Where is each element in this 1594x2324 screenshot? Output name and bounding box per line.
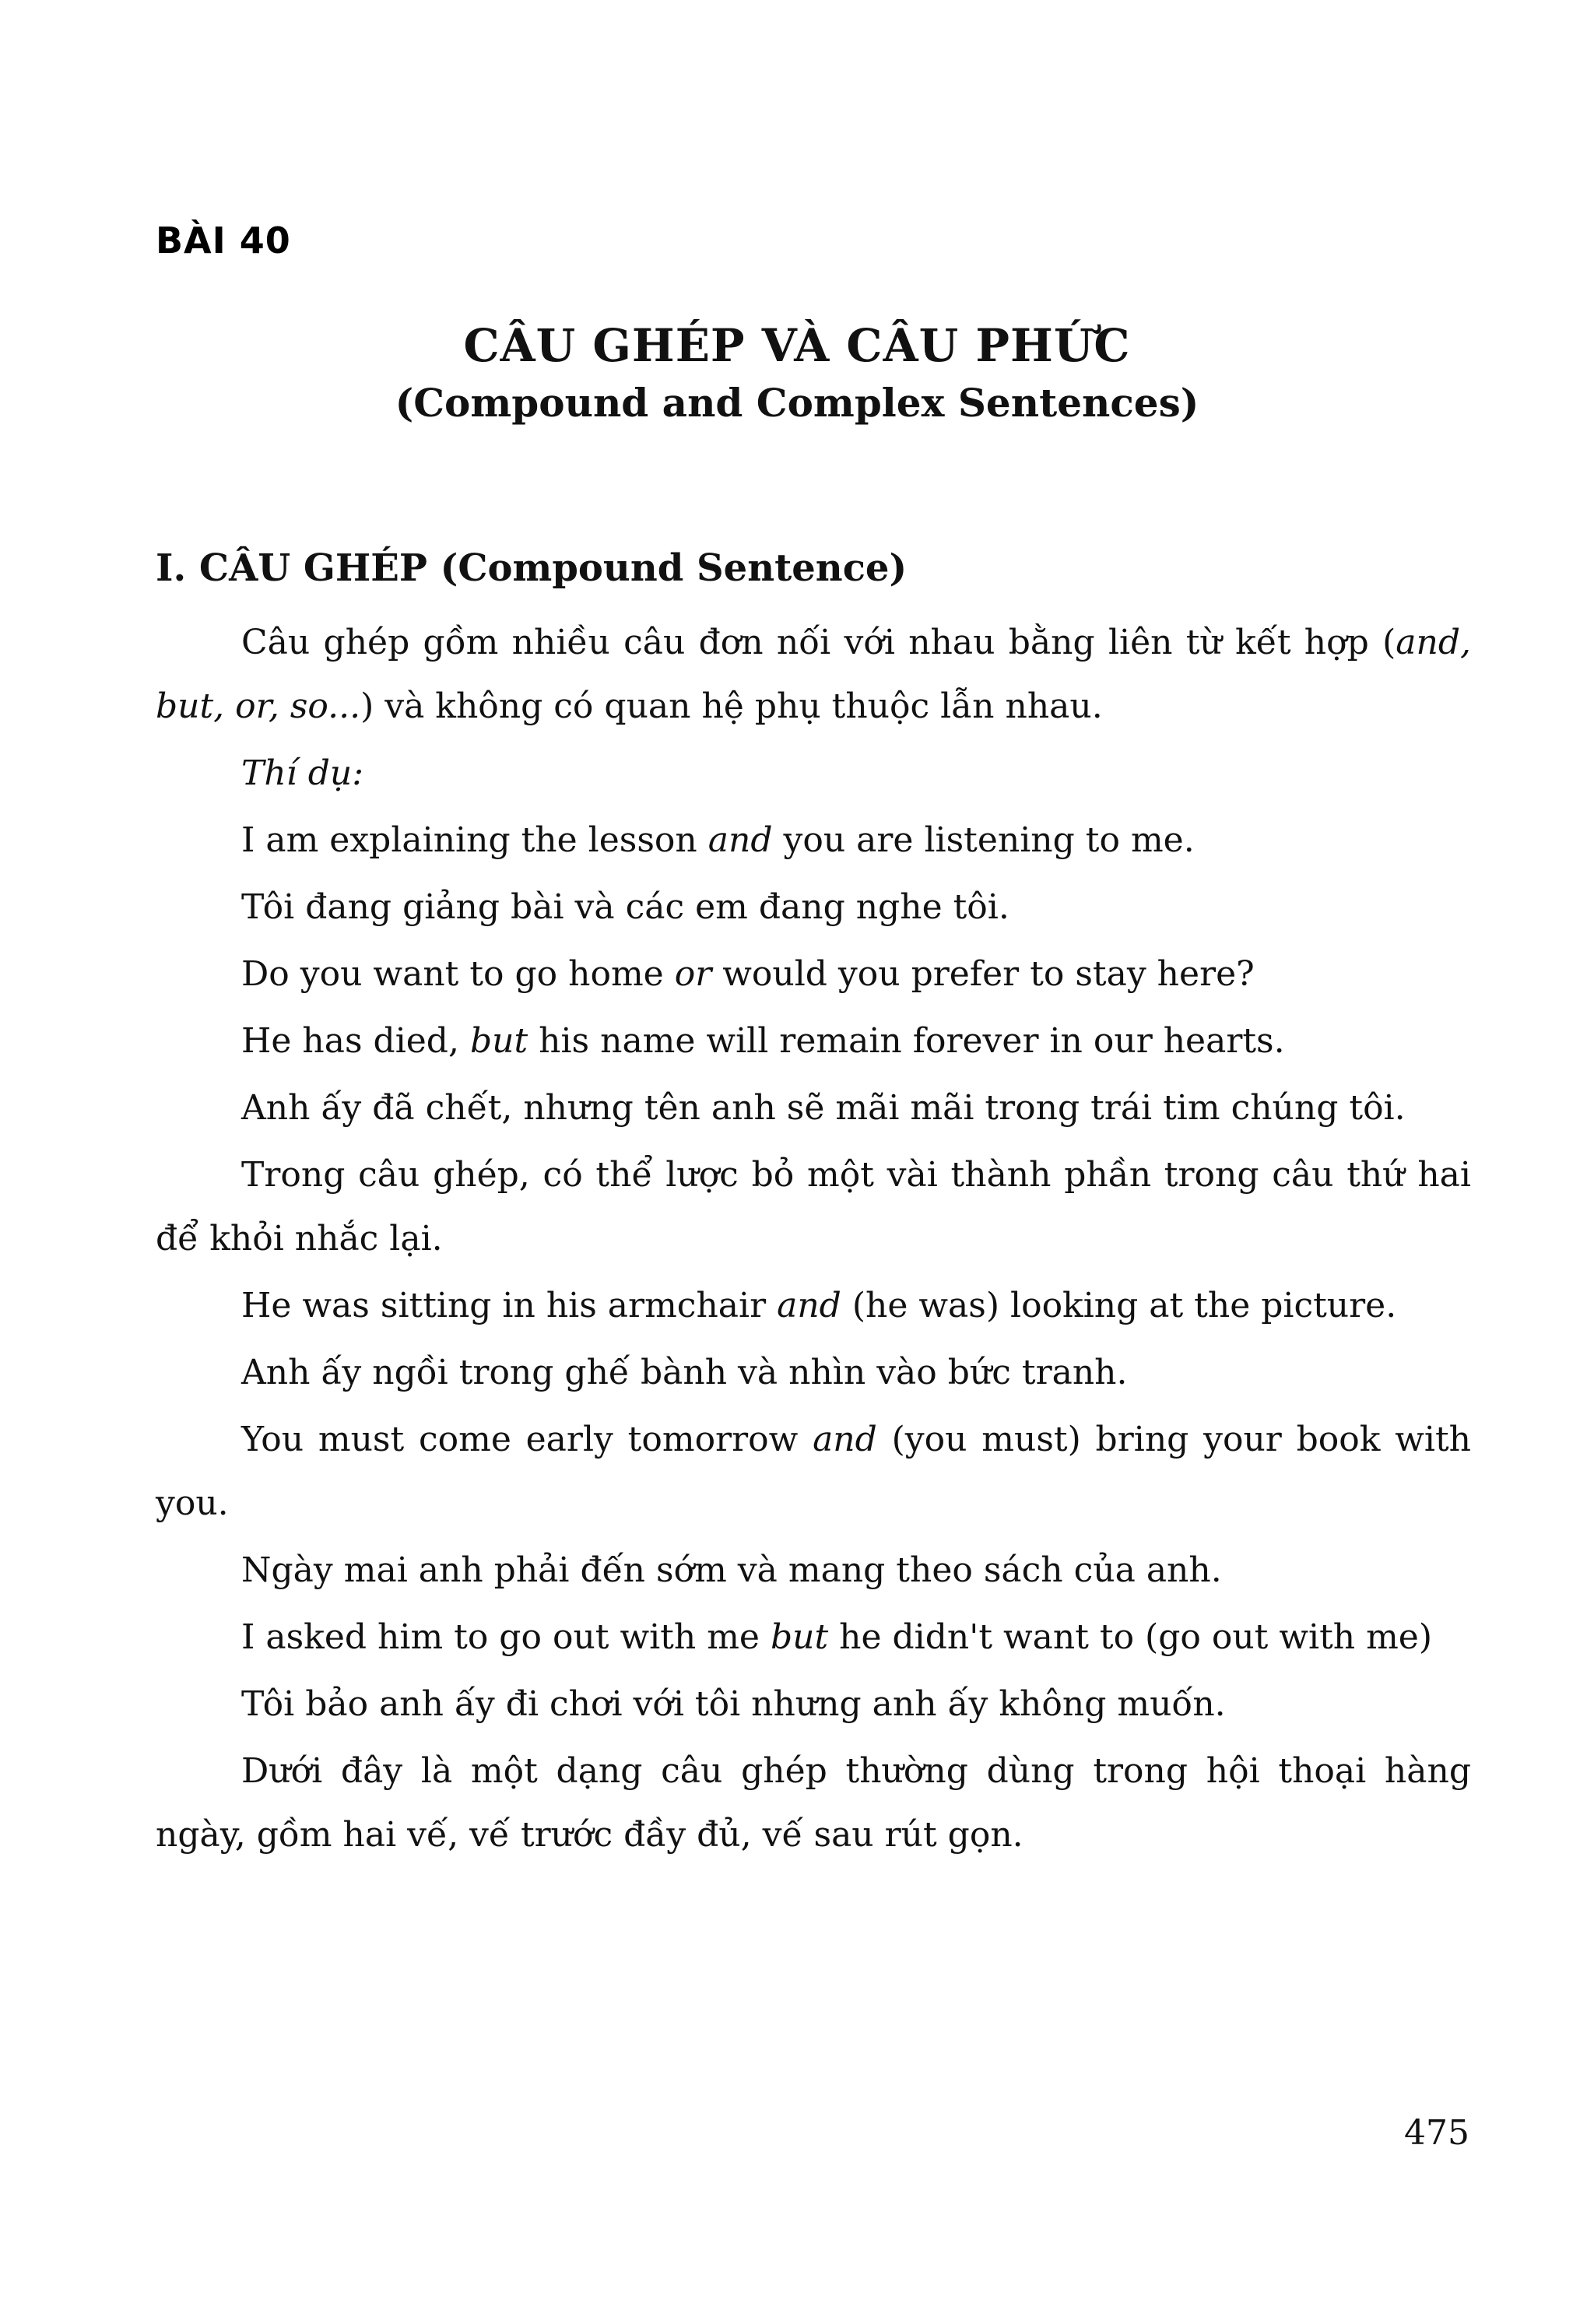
closing-paragraph: Dưới đây là một dạng câu ghép thường dùng trong hội thoại hàng ngày, gồm hai vế, vế trước đầy đủ, vế sau rút gọn. [156,1751,1471,1855]
page-number: 475 [1404,2113,1469,2153]
example-sentence-1: I am explaining the lesson and you are listening to me. [241,820,1195,860]
ellipsis-paragraph: Trong câu ghép, có thể lược bỏ một vài thành phần trong câu thứ hai để khỏi nhắc lại. [156,1155,1471,1259]
lesson-label: BÀI 40 [156,219,291,262]
example-translation-1: Tôi đang giảng bài và các em đang nghe tôi. [241,887,1009,927]
definition-paragraph: Câu ghép gồm nhiều câu đơn nối với nhau bằng liên từ kết hợp (and, but, or, so...) và không có quan hệ phụ thuộc lẫn nhau. [156,623,1471,726]
section-heading: I. CÂU GHÉP (Compound Sentence) [156,546,908,590]
example-translation-4: Anh ấy ngồi trong ghế bành và nhìn vào bức tranh. [241,1353,1128,1392]
chapter-title-vietnamese: CÂU GHÉP VÀ CÂU PHỨC [463,319,1131,372]
example-sentence-4: He was sitting in his armchair and (he was) looking at the picture. [241,1286,1397,1325]
body-text [156,611,1471,1870]
chapter-title-english: (Compound and Complex Sentences) [395,380,1199,426]
example-translation-6: Tôi bảo anh ấy đi chơi với tôi nhưng anh ấy không muốn. [241,1684,1226,1724]
example-translation-5: Ngày mai anh phải đến sớm và mang theo sách của anh. [241,1550,1222,1590]
example-sentence-6: I asked him to go out with me but he didn't want to (go out with me) [241,1617,1433,1657]
example-sentence-5: You must come early tomorrow and (you must) bring your book with you. [156,1420,1471,1523]
example-heading: Thí dụ: [241,753,364,793]
example-sentence-2: Do you want to go home or would you prefer to stay here? [241,954,1255,994]
example-translation-3: Anh ấy đã chết, nhưng tên anh sẽ mãi mãi trong trái tim chúng tôi. [241,1088,1406,1128]
example-sentence-3: He has died, but his name will remain forever in our hearts. [241,1021,1285,1061]
